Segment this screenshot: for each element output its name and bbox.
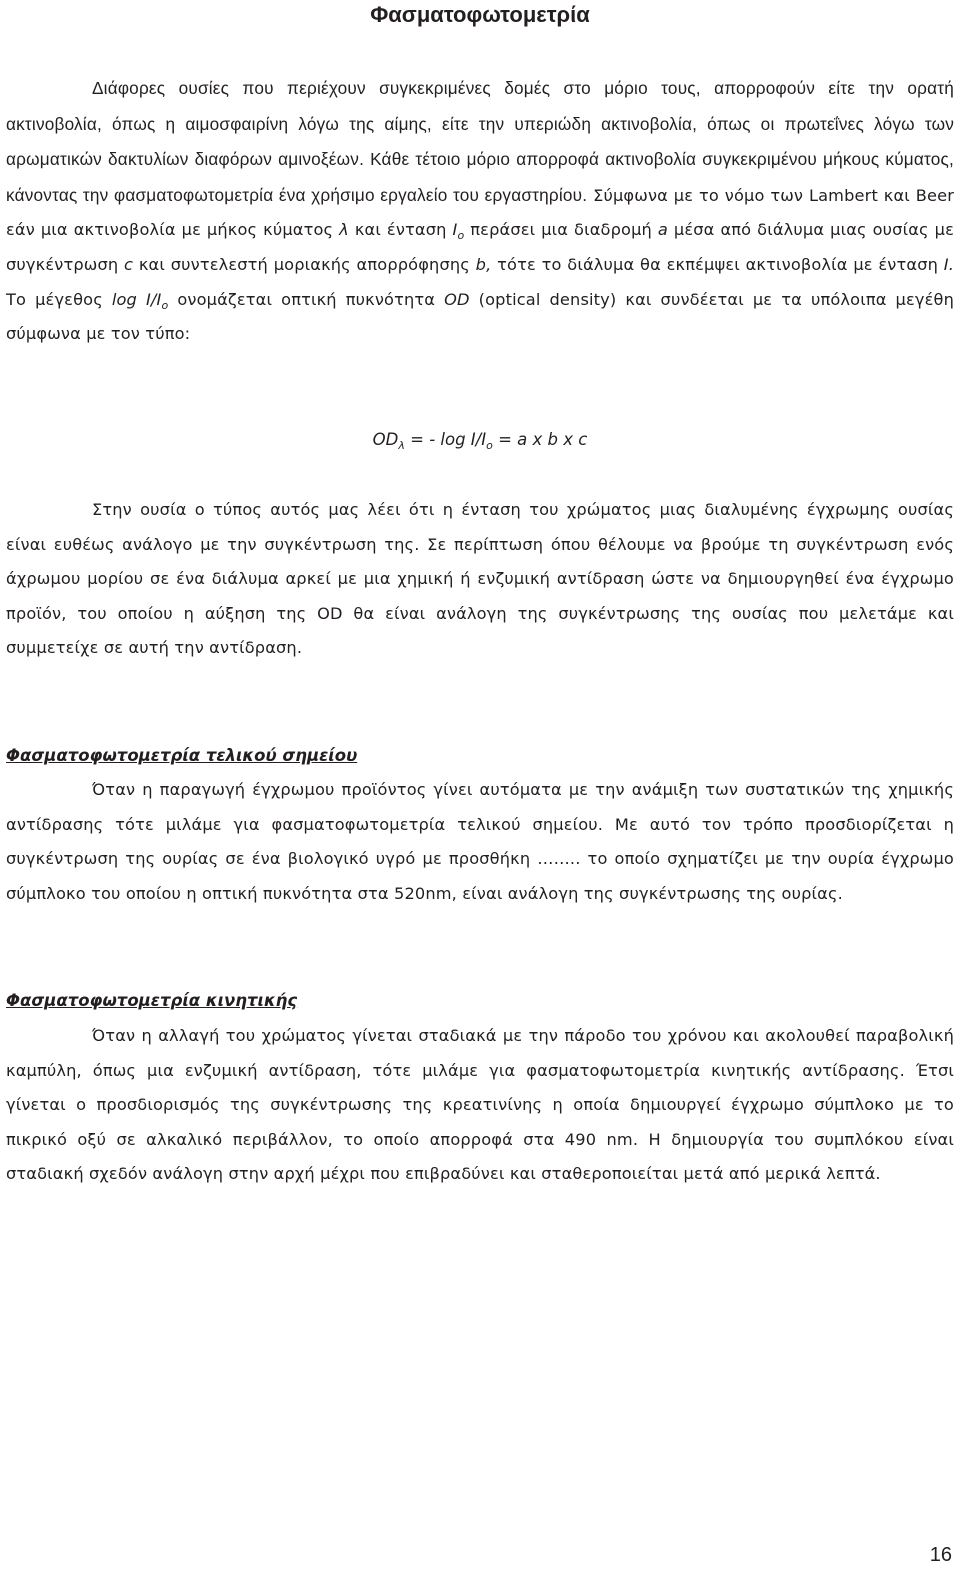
var-I: I	[452, 220, 458, 240]
var-a: a	[657, 220, 668, 240]
var-lambda: λ	[339, 220, 349, 240]
explanation-text: Στην ουσία ο τύπος αυτός μας λέει ότι η ένταση του χρώματος μιας διαλυμένης έγχρωμης ουσίας είναι ευθέως ανάλογο με την συγκέντρωση της. Σε περίπτωση όπου θέλουμε να βρούμε τη συγκέντρωση ενός άχρωμου μορίου σε ένα διάλυμα αρκεί με μια χημική ή ενζυμική αντίδραση ώστε να δημιουργηθεί ένα έγχρωμο προϊόν, του οποίου η αύξηση της OD θα είναι ανάλογη της συγκέντρωσης της ουσίας που μελετάμε και συμμετείχε σε αυτή την αντίδραση.	[6, 500, 954, 658]
intro-text-f: τότε το διάλυμα θα εκπέμψει ακτινοβολία με ένταση	[491, 254, 944, 274]
section-heading-kinetic: Φασματοφωτομετρία κινητικής	[6, 991, 298, 1010]
sub-o-2: o	[161, 298, 169, 312]
intro-text-h: ονομάζεται οπτική πυκνότητα	[168, 289, 445, 309]
formula-o-sub: o	[486, 439, 493, 452]
kinetic-paragraph	[6, 1019, 954, 1192]
var-c: c	[124, 254, 134, 274]
intro-text-a: Σύμφωνα με το νόμο των Lambert και Beer εάν μια ακτινοβολία με μήκος κύματος	[6, 185, 955, 240]
var-OD: OD	[444, 289, 470, 309]
formula-lambda-sub: λ	[398, 439, 405, 452]
formula-middle: = - log I/I	[404, 430, 487, 449]
intro-text-g: Το μέγεθος	[6, 289, 112, 309]
endpoint-text: Όταν η παραγωγή έγχρωμου προϊόντος γίνει αυτόματα με την ανάμιξη των συστατικών της χημικής αντίδρασης τότε μιλάμε για φασματοφωτομετρία τελικού σημείου. Με αυτό τον τρόπο προσδιορίζεται η συγκέντρωση της ουρίας σε ένα βιολογικό υγρό με προσθήκη …….. το οποίο σχηματίζει με την ουρία έγχρωμο σύμπλοκο του οποίου η οπτική πυκνότητα στα 520nm, είναι ανάλογη της συγκέντρωσης της ουρίας.	[6, 780, 954, 903]
page-title: Φασματοφωτομετρία	[370, 2, 590, 27]
sub-o: o	[457, 229, 465, 243]
section-heading-endpoint: Φασματοφωτομετρία τελικού σημείου	[6, 746, 358, 765]
intro-text-b: και ένταση	[348, 220, 453, 240]
kinetic-text: Όταν η αλλαγή του χρώματος γίνεται σταδιακά με την πάροδο του χρόνου και ακολουθεί παραβολική καμπύλη, όπως μια ενζυμική αντίδραση, τότε μιλάμε για φασματοφωτομετρία κινητικής αντίδρασης. Έτσι γίνεται ο προσδιορισμός της συγκέντρωσης της κρεατινίνης η οποία δημιουργεί έγχρωμο σύμπλοκο με το πικρικό οξύ σε αλκαλικό περιβάλλον, το οποίο απορροφά στα 490 nm. Η δημιουργία του συμπλόκου είναι σταδιακή σχεδόν ανάλογη στην αρχή μέχρι που επιβραδύνει και σταθεροποιείται μετά από μερικά λεπτά.	[6, 1026, 954, 1184]
formula-od: OD	[372, 430, 399, 449]
var-b: b,	[475, 254, 492, 274]
od-formula	[0, 425, 960, 455]
explanation-paragraph	[6, 493, 954, 666]
var-I-final: I.	[943, 254, 954, 274]
page-number: 16	[929, 1544, 952, 1566]
intro-text-c: περάσει μια διαδρομή	[464, 220, 658, 240]
intro-text-i: (optical density) και συνδέεται με τα υπόλοιπα μεγέθη σύμφωνα με τον τύπο:	[6, 289, 954, 344]
intro-paragraph	[6, 71, 954, 352]
formula-end: = a x b x c	[492, 430, 588, 449]
intro-text-arial: Διάφορες ουσίες που περιέχουν συγκεκριμένες δομές στο μόριο τους, απορροφούν είτε την ορατή ακτινοβολία, όπως η αιμοσφαιρίνη λόγω της αίμης, είτε την υπεριώδη ακτινοβολία, όπως οι πρωτεΐνες λόγω των αρωματικών δακτυλίων διαφόρων αμινοξέων. Κάθε τέτοιο μόριο απορροφά ακτινοβολία συγκεκριμένου μήκους κύματος, κάνοντας την φασματοφωτομετρία ένα χρήσιμο εργαλείο του εργαστηρίου.	[6, 78, 954, 205]
endpoint-paragraph	[6, 773, 954, 911]
var-log: log I/I	[111, 289, 162, 309]
intro-text-d: μέσα από διάλυμα μιας ουσίας με συγκέντρωση	[6, 220, 954, 274]
intro-text-e: και συντελεστή μοριακής απορρόφησης	[133, 254, 476, 274]
